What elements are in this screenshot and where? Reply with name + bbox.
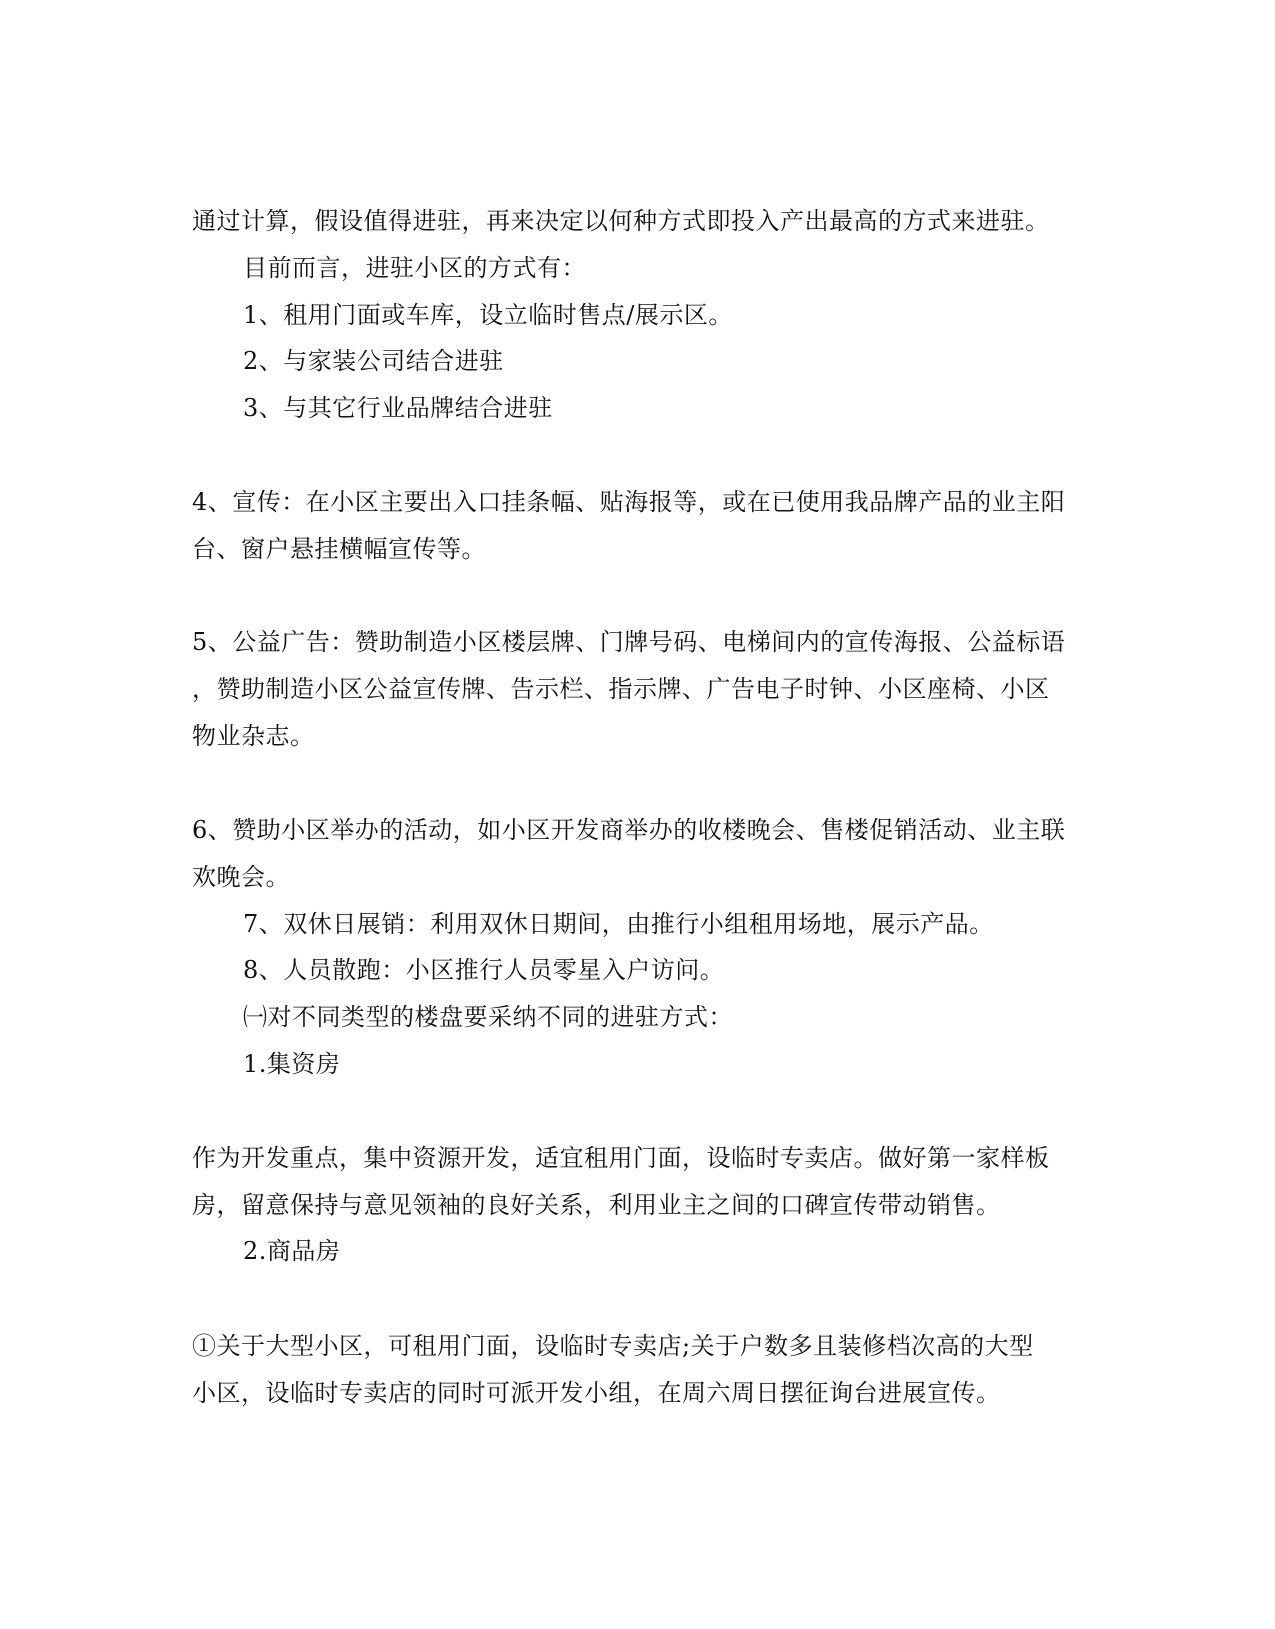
paragraph-line: 作为开发重点，集中资源开发，适宜租用门面，设临时专卖店。做好第一家样板 bbox=[192, 1144, 1050, 1172]
paragraph-line: 物业杂志。 bbox=[192, 722, 315, 750]
list-item: 4、宣传：在小区主要出入口挂条幅、贴海报等，或在已使用我品牌产品的业主阳 bbox=[192, 488, 1066, 516]
list-item: 2、与家装公司结合进驻 bbox=[243, 347, 504, 375]
paragraph-line: 小区，设临时专卖店的同时可派开发小组，在周六周日摆征询台进展宣传。 bbox=[192, 1379, 1001, 1407]
list-item: 1、租用门面或车库，设立临时售点/展示区。 bbox=[243, 301, 733, 329]
list-item: 8、人员散跑：小区推行人员零星入户访问。 bbox=[243, 956, 725, 984]
paragraph-line: 欢晚会。 bbox=[192, 863, 290, 891]
paragraph-line: 台、窗户悬挂横幅宣传等。 bbox=[192, 535, 486, 563]
paragraph-line: 目前而言，进驻小区的方式有： bbox=[243, 254, 586, 282]
paragraph-line: 房，留意保持与意见领袖的良好关系，利用业主之间的口碑宣传带动销售。 bbox=[192, 1191, 1001, 1219]
list-item: 6、赞助小区举办的活动，如小区开发商举办的收楼晚会、售楼促销活动、业主联 bbox=[192, 816, 1066, 844]
list-item: 3、与其它行业品牌结合进驻 bbox=[243, 394, 553, 422]
paragraph-line: 通过计算，假设值得进驻，再来决定以何种方式即投入产出最高的方式来进驻。 bbox=[192, 207, 1050, 235]
list-item: ①关于大型小区，可租用门面，设临时专卖店;关于户数多且装修档次高的大型 bbox=[192, 1332, 1034, 1360]
list-item: 5、公益广告：赞助制造小区楼层牌、门牌号码、电梯间内的宣传海报、公益标语 bbox=[192, 628, 1066, 656]
subsection-heading: 2.商品房 bbox=[243, 1237, 341, 1265]
section-heading: ㈠对不同类型的楼盘要采纳不同的进驻方式： bbox=[243, 1003, 733, 1031]
paragraph-line: ，赞助制造小区公益宣传牌、告示栏、指示牌、广告电子时钟、小区座椅、小区 bbox=[192, 675, 1050, 703]
list-item: 7、双休日展销：利用双休日期间，由推行小组租用场地，展示产品。 bbox=[243, 910, 994, 938]
subsection-heading: 1.集资房 bbox=[243, 1050, 341, 1078]
